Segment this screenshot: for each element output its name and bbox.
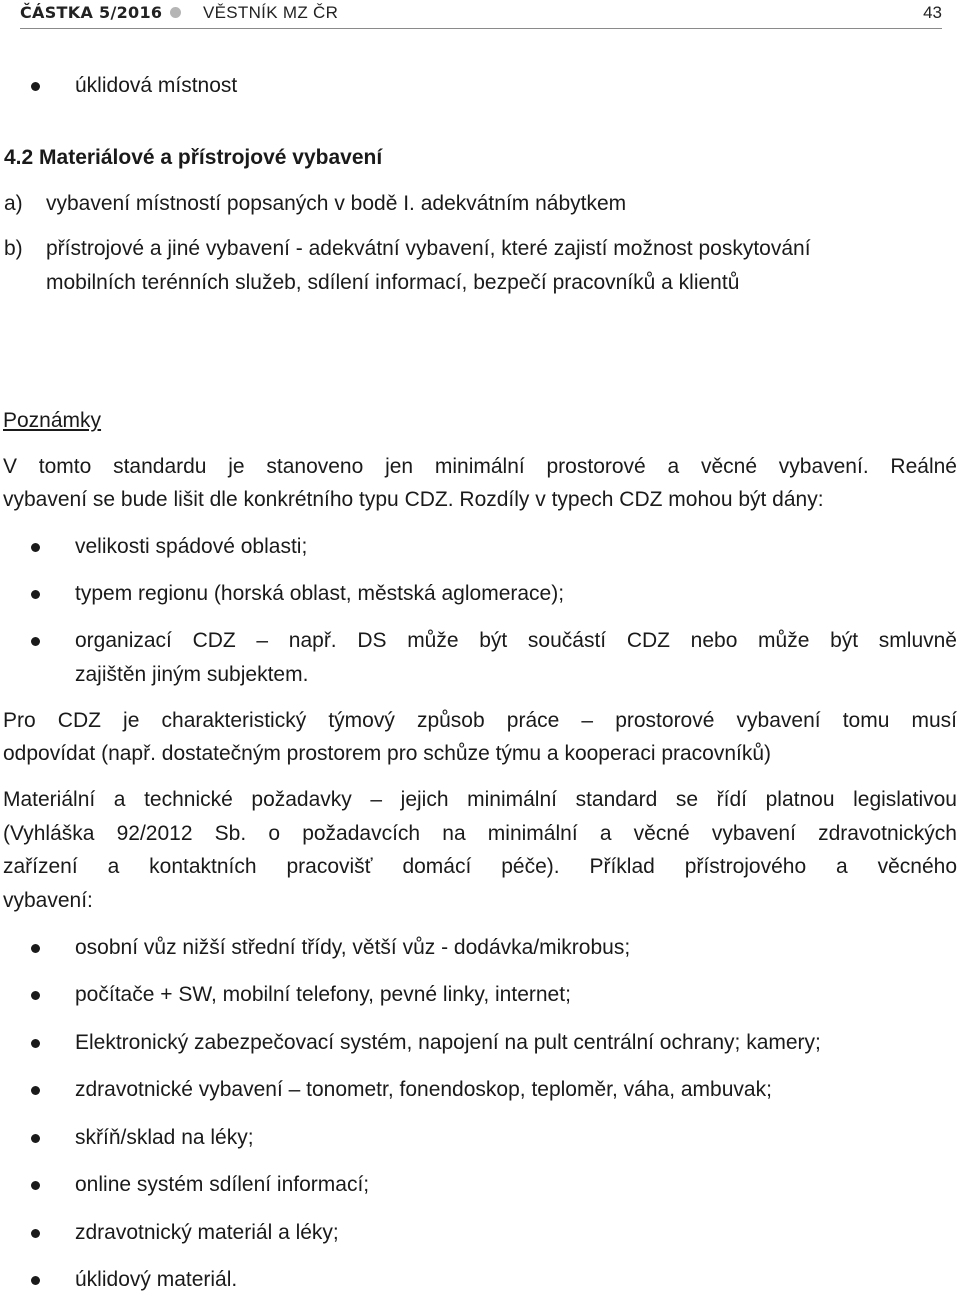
bullet-icon: [31, 590, 40, 599]
item-text: mobilních terénních služeb, sdílení informací, bezpečí pracovníků a klientů: [46, 271, 740, 294]
list-item: osobní vůz nižší střední třídy, větší vůz - dodávka/mikrobus;: [75, 936, 631, 959]
notes-title: Poznámky: [3, 409, 102, 432]
bullet-icon: [31, 82, 40, 91]
list-item: typem regionu (horská oblast, městská aglomerace);: [75, 582, 565, 605]
section-heading: 4.2 Materiálové a přístrojové vybavení: [4, 146, 383, 169]
bullet-icon: [31, 991, 40, 1000]
issue-number: ČÁSTKA 5/2016: [20, 3, 163, 22]
item-label: a): [4, 192, 23, 215]
list-item: zdravotnické vybavení – tonometr, fonendoskop, teploměr, váha, ambuvak;: [75, 1078, 772, 1101]
journal-title: VĚSTNÍK MZ ČR: [203, 3, 339, 22]
list-item-continuation: zajištěn jiným subjektem.: [75, 663, 309, 686]
list-item: skříň/sklad na léky;: [75, 1126, 254, 1149]
bullet-icon: [31, 944, 40, 953]
item-text: přístrojové a jiné vybavení - adekvátní vybavení, které zajistí možnost poskytování: [46, 237, 811, 260]
list-item: Elektronický zabezpečovací systém, napojení na pult centrální ochrany; kamery;: [75, 1031, 821, 1054]
running-header: [20, 0, 942, 29]
bullet-icon: [31, 1229, 40, 1238]
bullet-icon: [31, 1134, 40, 1143]
item-text: vybavení místností popsaných v bodě I. adekvátním nábytkem: [46, 192, 627, 215]
notes-paragraph-line: vybavení se bude lišit dle konkrétního typu CDZ. Rozdíly v typech CDZ mohou být dány:: [3, 488, 824, 511]
list-item: online systém sdílení informací;: [75, 1173, 370, 1196]
page-number: 43: [923, 3, 942, 22]
notes-paragraph-line: Materiální a technické požadavky – jejich minimální standard se řídí platnou legislativou: [3, 788, 957, 811]
list-item: počítače + SW, mobilní telefony, pevné linky, internet;: [75, 983, 571, 1006]
bullet-icon: [31, 1181, 40, 1190]
notes-paragraph-line: zařízení a kontaktních pracovišť domácí péče). Příklad přístrojového a věcného: [3, 855, 957, 878]
header-separator-dot: [170, 7, 181, 18]
bullet-icon: [31, 543, 40, 552]
bullet-icon: [31, 1086, 40, 1095]
bullet-icon: [31, 637, 40, 646]
bullet-icon: [31, 1039, 40, 1048]
list-item: organizací CDZ – např. DS může být součástí CDZ nebo může být smluvně: [75, 629, 957, 652]
list-item: úklidový materiál.: [75, 1268, 238, 1291]
item-label: b): [4, 237, 23, 260]
notes-paragraph-line: Pro CDZ je charakteristický týmový způsob práce – prostorové vybavení tomu musí: [3, 709, 957, 732]
list-item: úklidová místnost: [75, 74, 238, 97]
notes-paragraph-line: odpovídat (např. dostatečným prostorem pro schůze týmu a kooperaci pracovníků): [3, 742, 772, 765]
list-item: velikosti spádové oblasti;: [75, 535, 308, 558]
bullet-icon: [31, 1276, 40, 1285]
notes-paragraph-line: V tomto standardu je stanoveno jen minimální prostorové a věcné vybavení. Reálné: [3, 455, 957, 478]
notes-paragraph-line: vybavení:: [3, 889, 93, 912]
notes-paragraph-line: (Vyhláška 92/2012 Sb. o požadavcích na minimální a věcné vybavení zdravotnických: [3, 822, 957, 845]
list-item: zdravotnický materiál a léky;: [75, 1221, 339, 1244]
